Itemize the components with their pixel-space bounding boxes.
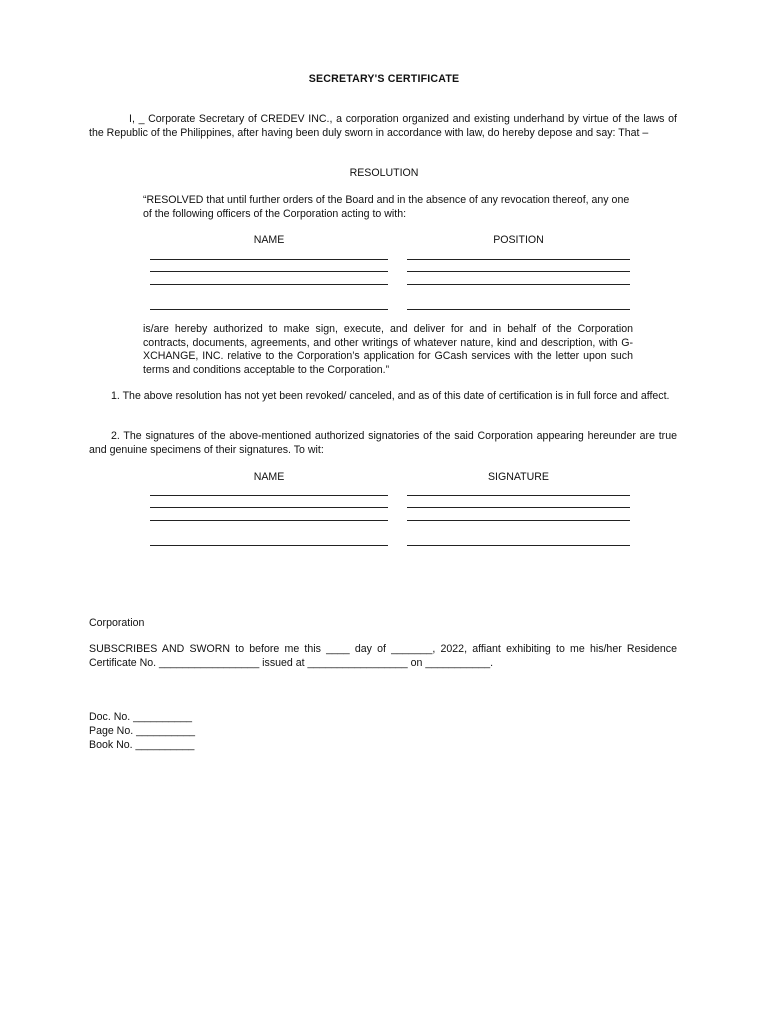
- table1-name-line: [150, 271, 388, 272]
- item-2: 2. The signatures of the above-mentioned authorized signatories of the said Corporation appearing hereunder are true and genuine specimens of their signatures. To wit:: [89, 430, 677, 456]
- resolution-text: “RESOLVED that until further orders of the Board and in the absence of any revocation thereof, any one of the following officers of the Corporation acting to with:: [143, 194, 630, 220]
- table2-name-header: NAME: [253, 471, 285, 483]
- table2-name-line: [150, 507, 388, 508]
- table1-position-line: [407, 309, 630, 310]
- resolution-heading: RESOLUTION: [349, 167, 419, 179]
- book-no: Book No. __________: [89, 739, 195, 751]
- table1-position-line: [407, 271, 630, 272]
- page-no: Page No. __________: [89, 725, 196, 737]
- doc-no: Doc. No. __________: [89, 711, 193, 723]
- table2-signature-line: [407, 545, 630, 546]
- table2-signature-header: SIGNATURE: [487, 471, 550, 483]
- jurat-paragraph: SUBSCRIBES AND SWORN to before me this ____ day of _______, 2022, affiant exhibiting to me his/her Residence Certificate No. _________________ issued at _________________ on ___________.: [89, 643, 677, 669]
- corporation-label: Corporation: [89, 617, 145, 629]
- table1-name-line: [150, 309, 388, 310]
- table2-signature-line: [407, 507, 630, 508]
- table1-position-line: [407, 284, 630, 285]
- table1-position-line: [407, 259, 630, 260]
- document-title: SECRETARY'S CERTIFICATE: [308, 73, 460, 85]
- table2-signature-line: [407, 520, 630, 521]
- table2-signature-line: [407, 495, 630, 496]
- table2-name-line: [150, 545, 388, 546]
- authorization-paragraph: is/are hereby authorized to make sign, execute, and deliver for and in behalf of the Corporation contracts, documents, agreements, and other writings of whatever nature, kind and description, with G-XCHANGE, INC. relative to the Corporation’s application for GCash services with the letter upon such terms and conditions acceptable to the Corporation.”: [143, 323, 633, 376]
- item-1: 1. The above resolution has not yet been revoked/ canceled, and as of this date of certification is in full force and affect.: [111, 390, 670, 402]
- table2-name-line: [150, 495, 388, 496]
- intro-paragraph: I, _ Corporate Secretary of CREDEV INC., a corporation organized and existing underhand by virtue of the laws of the Republic of the Philippines, after having been duly sworn in accordance with law, do hereby depose and say: That –: [89, 113, 677, 139]
- table1-name-header: NAME: [253, 234, 285, 246]
- table2-name-line: [150, 520, 388, 521]
- table1-name-line: [150, 284, 388, 285]
- table1-name-line: [150, 259, 388, 260]
- table1-position-header: POSITION: [493, 234, 544, 246]
